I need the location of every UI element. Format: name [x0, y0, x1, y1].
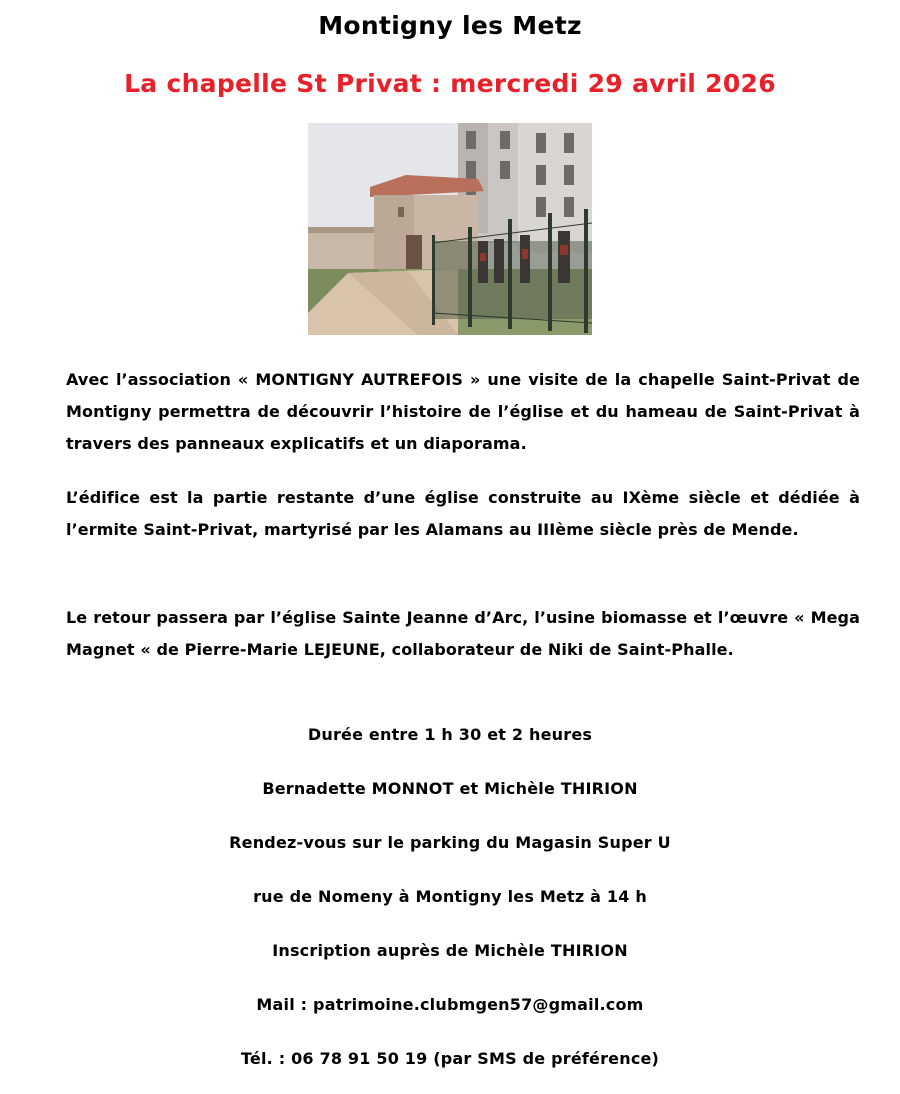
registration-line: Inscription auprès de Michèle THIRION — [272, 941, 628, 960]
page-title: Montigny les Metz — [318, 11, 582, 40]
event-subtitle: La chapelle St Privat : mercredi 29 avril 2026 — [124, 69, 776, 98]
phone-line: Tél. : 06 78 91 50 19 (par SMS de préférence) — [240, 1049, 660, 1068]
chapel-photo — [308, 123, 592, 335]
duration-line: Durée entre 1 h 30 et 2 heures — [307, 725, 593, 744]
meeting-line: Rendez-vous sur le parking du Magasin Super U — [229, 833, 671, 852]
body-paragraph-history: L’édifice est la partie restante d’une église construite au IXème siècle et dédiée à l’ermite Saint-Privat, martyrisé par les Alamans au IIIème siècle près de Mende. — [66, 488, 860, 539]
mail-line: Mail : patrimoine.clubmgen57@gmail.com — [256, 995, 644, 1014]
guides-line: Bernadette MONNOT et Michèle THIRION — [262, 779, 638, 798]
address-line: rue de Nomeny à Montigny les Metz à 14 h — [253, 887, 647, 906]
body-paragraph-return: Le retour passera par l’église Sainte Jeanne d’Arc, l’usine biomasse et l’œuvre « Mega Magnet « de Pierre-Marie LEJEUNE, collaborateur de Niki de Saint-Phalle. — [66, 608, 860, 659]
body-paragraph-visit: Avec l’association « MONTIGNY AUTREFOIS » une visite de la chapelle Saint-Privat de Montigny permettra de découvrir l’histoire de l’église et du hameau de Saint-Privat à travers des panneaux explicatifs et un diaporama. — [66, 370, 860, 453]
